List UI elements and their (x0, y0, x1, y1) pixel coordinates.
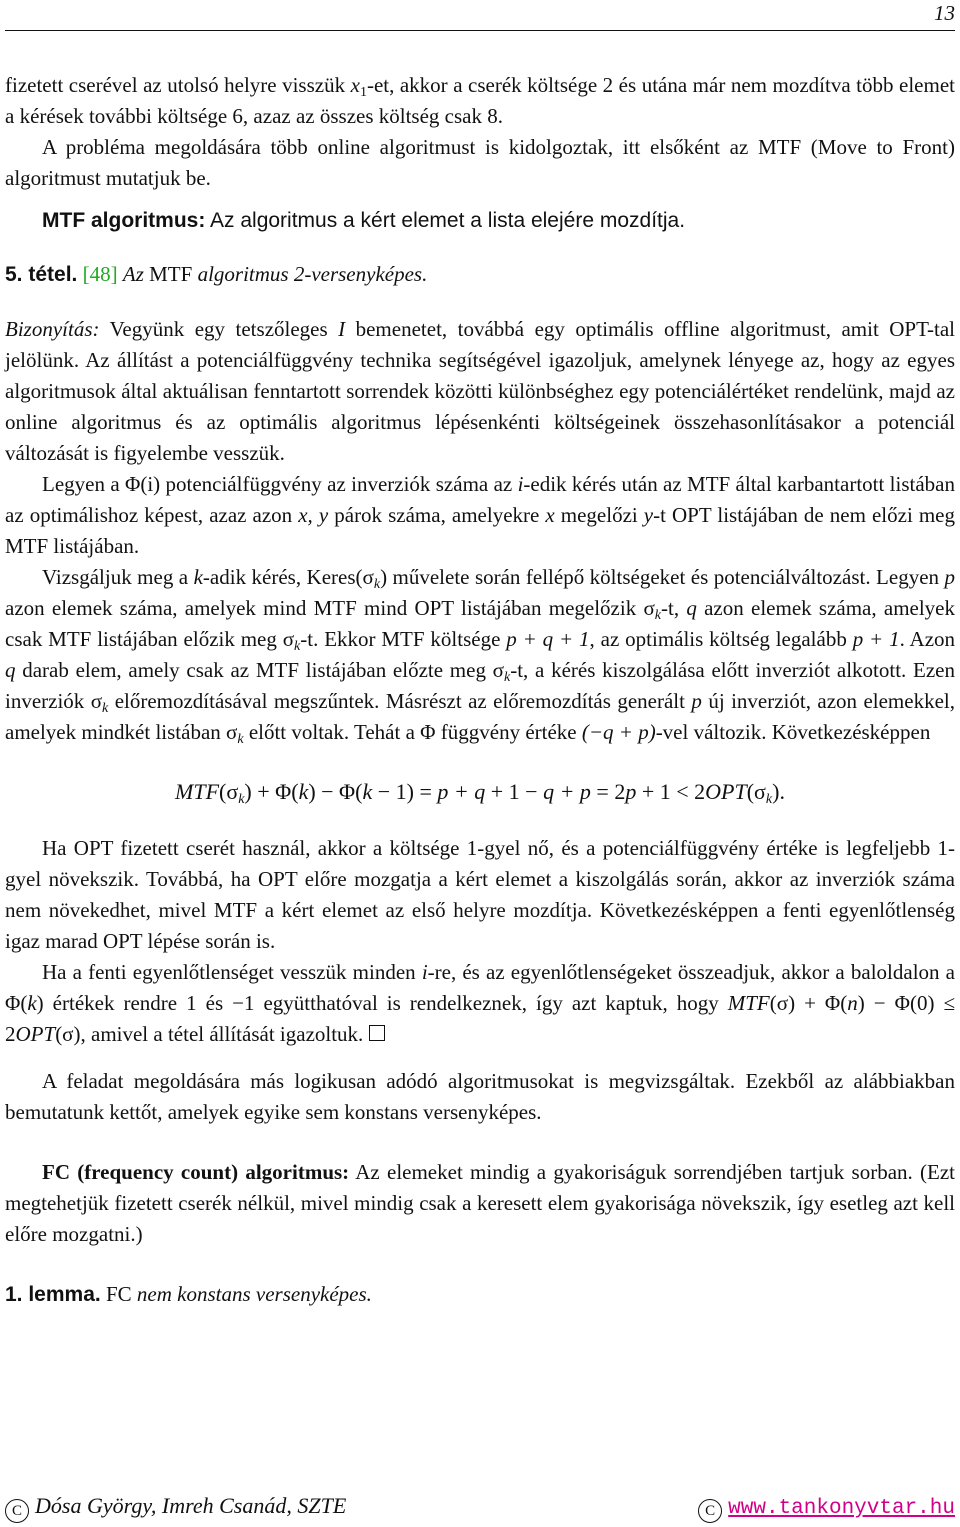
proof-paragraph: Bizonyítás: Vegyünk egy tetszőleges I bemenetet, továbbá egy optimális offline algoritmust, amit OPT-tal jelölünk. Az állítást a potenciálfüggvény technika segítségével igazoljuk, amelynek lényege az, hogy az egyes algoritmusok által aktuálisan fenntartott sorrendek közötti különbséghez egy potenciálértéket rendelünk, majd az online algoritmus és az optimális algoritmus lépésenkénti költségeinek összehasonlításakor a potenciál változását is figyelembe vesszük. (5, 317, 955, 465)
copyright-icon: C (698, 1499, 722, 1523)
lemma-1: 1. lemma. FC nem konstans versenyképes. (5, 1282, 372, 1306)
page-footer (5, 1490, 955, 1526)
tankonyvtar-link[interactable]: www.tankonyvtar.hu (728, 1497, 955, 1520)
paragraph-opt-swap: Ha OPT fizetett cserét használ, akkor a költsége 1-gyel nő, és a potenciálfüggvény értéke is legfeljebb 1-gyel növekszik. Továbbá, ha OPT előre mozgatja a kért elemet a kiszolgálás során, akkor az inverziók száma nem növekedhet, mivel MTF a kért elemet az első helyre mozdítja. Következésképpen a fenti egyenlőtlenség igaz marad OPT lépése során is. (5, 836, 955, 953)
citation-link[interactable]: [48] (82, 262, 118, 286)
copyright-icon: C (5, 1499, 29, 1523)
fc-definition: FC (frequency count) algoritmus: Az elemeket mindig a gyakoriságuk sorrendjében tartjuk sorban. (Ezt megtehetjük fizetett cserék nélkül, mivel mindig csak a keresett elem gyakorisága növekszik, így esetleg azt kell előre mozgatni.) (5, 1160, 955, 1246)
lemma-label: 1. lemma. (5, 1283, 101, 1306)
paragraph-potential: Legyen a Φ(i) potenciálfüggvény az inverziók száma az i-edik kérés után az MTF által karbantartott listában az optimálishoz képest, azaz azon x, y párok száma, amelyekre x megelőzi y-t OPT listájában de nem előzi meg MTF listájában. (5, 472, 955, 558)
footer-url (698, 1490, 955, 1524)
footer-authors: C Dósa György, Imreh Csanád, SZTE (5, 1490, 346, 1523)
mtf-definition: MTF algoritmus: Az algoritmus a kért elemet a lista elejére mozdítja. (42, 209, 686, 232)
document-body (5, 70, 955, 1310)
page-header (5, 0, 955, 31)
paragraph-other-algorithms: A feladat megoldására más logikusan adódó algoritmusokat is megvizsgáltak. Ezekből az alábbiakban bemutatunk kettőt, amelyek egyike sem konstans versenyképes. (5, 1069, 955, 1124)
paragraph-problem: A probléma megoldására több online algoritmust is kidolgoztak, itt elsőként az MTF (Move to Front) algoritmust mutatjuk be. (5, 135, 955, 190)
theorem-5: 5. tétel. [48] Az MTF algoritmus 2-versenyképes. (5, 262, 428, 286)
fc-definition-label: FC (frequency count) algoritmus: (42, 1160, 350, 1184)
theorem-label: 5. tétel. (5, 263, 78, 286)
display-formula: $MTF(\sigma_k) + \Phi(k) - \Phi(k - 1) = p + q + 1 - q + p = 2p + 1 < 2OPT(\sigma_k)$. (175, 779, 785, 807)
page (5, 0, 955, 1527)
page-number: 13 (934, 1, 955, 25)
paragraph-summation: Ha a fenti egyenlőtlenséget vesszük minden i-re, és az egyenlőtlenségeket összeadjuk, akkor a baloldalon a Φ(k) értékek rendre 1 és −1 együtthatóval is rendelkeznek, így azt kaptuk, hogy MTF(σ) + Φ(n) − Φ(0) ≤ 2OPT(σ), amivel a tétel állítását igazoltuk. (5, 960, 955, 1046)
paragraph-intro: fizetett cserével az utolsó helyre visszük $x_1-et$, akkor a cserék költsége 2 és utána már nem mozdítva több elemet a kérések további költsége 6, azaz az összes költség csak 8. (5, 73, 955, 128)
paragraph-analysis: Vizsgáljuk meg a k-adik kérés, $Keres(\sigma_k)$ műveletе során fellépő költségeket és potenciálváltozást. Legyen p azon elemek száma, amelyek mind MTF mind OPT listájában megelőzik $\sigma_k-t$, q azon elemek száma, amelyek csak MTF listájában előzik meg $\sigma_k-t$. Ekkor MTF költsége p + q + 1, az optimális költség legalább p + 1. Azon q darab elem, amely csak az MTF listájában előzte meg $\sigma_k-t$, a kérés kiszolgálása előtt inverziót alkotott. Ezen inverziók $\sigma_k$ előremozdításával megszűntek. Másrészt az előremozdítás generált p új inverziót, azon elemekkel, amelyek mindkét listában $\sigma_k$ előtt voltak. Tehát a Φ függvény értéke (−q + p)-vel változik. Következésképpen (5, 565, 956, 747)
mtf-definition-label: MTF algoritmus: (42, 209, 206, 232)
proof-label: Bizonyítás: (5, 317, 100, 341)
qed-box-icon (369, 1025, 385, 1041)
